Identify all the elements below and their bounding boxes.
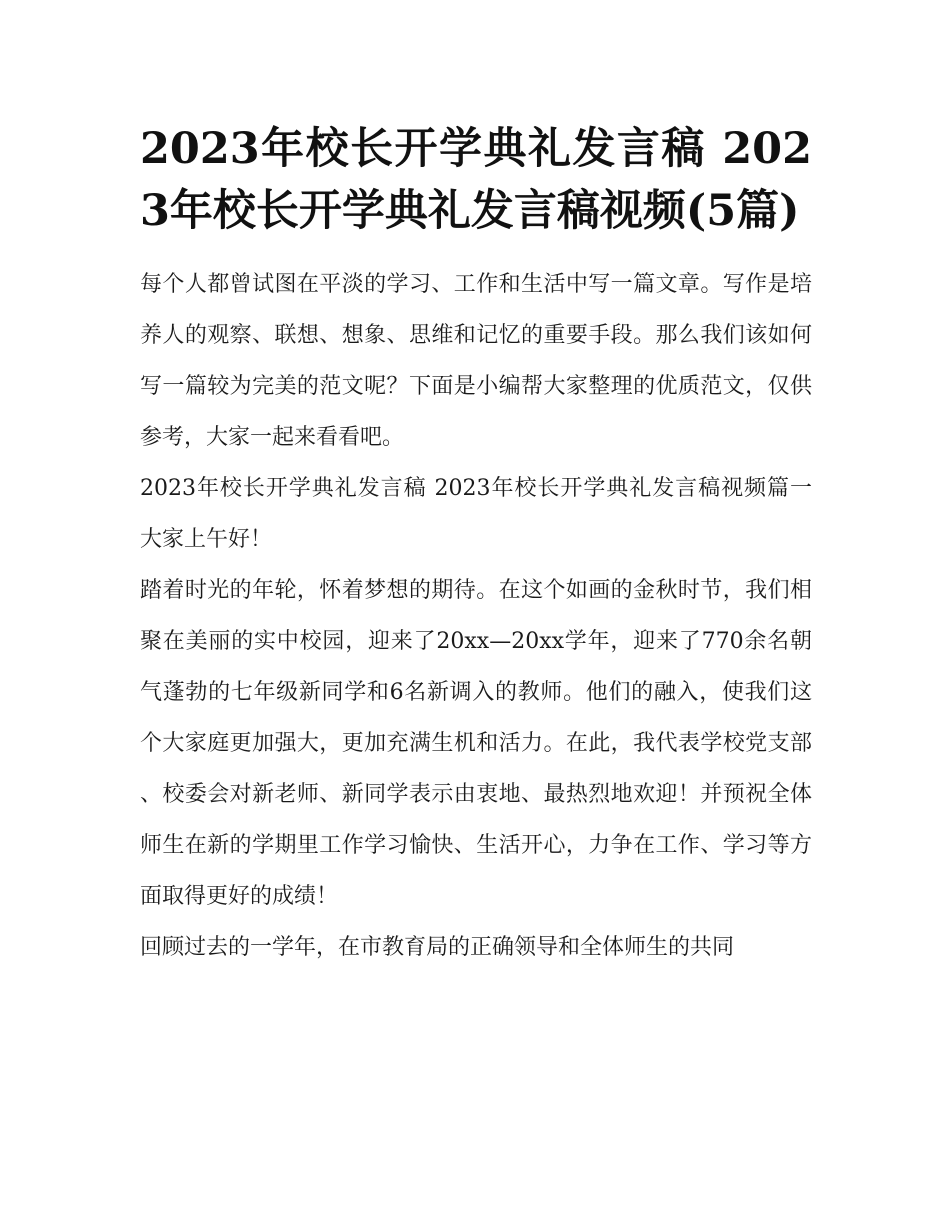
section-heading-paragraph: 2023年校长开学典礼发言稿 2023年校长开学典礼发言稿视频篇一 大家上午好！ xyxy=(140,476,812,552)
document-title: 2023年校长开学典礼发言稿 2023年校长开学典礼发言稿视频(5篇) xyxy=(140,124,812,236)
intro-paragraph: 每个人都曾试图在平淡的学习、工作和生活中写一篇文章。写作是培养人的观察、联想、想象、思维和记忆的重要手段。那么我们该如何写一篇较为完美的范文呢？下面是小编帮大家整理的优质范文，仅供参考，大家一起来看看吧。 xyxy=(140,272,812,450)
document-content xyxy=(140,118,812,973)
document-body xyxy=(140,259,812,973)
speech-paragraph-1: 踏着时光的年轮，怀着梦想的期待。在这个如画的金秋时节，我们相聚在美丽的实中校园，迎来了20xx—20xx学年，迎来了770余名朝气蓬勃的七年级新同学和6名新调入的教师。他们的融入，使我们这个大家庭更加强大，更加充满生机和活力。在此，我代表学校党支部、校委会对新老师、新同学表示由衷地、最热烈地欢迎！并预祝全体师生在新的学期里工作学习愉快、生活开心，力争在工作、学习等方面取得更好的成绩！ xyxy=(140,578,812,909)
speech-paragraph-2: 回顾过去的一学年，在市教育局的正确领导和全体师生的共同 xyxy=(140,935,735,960)
